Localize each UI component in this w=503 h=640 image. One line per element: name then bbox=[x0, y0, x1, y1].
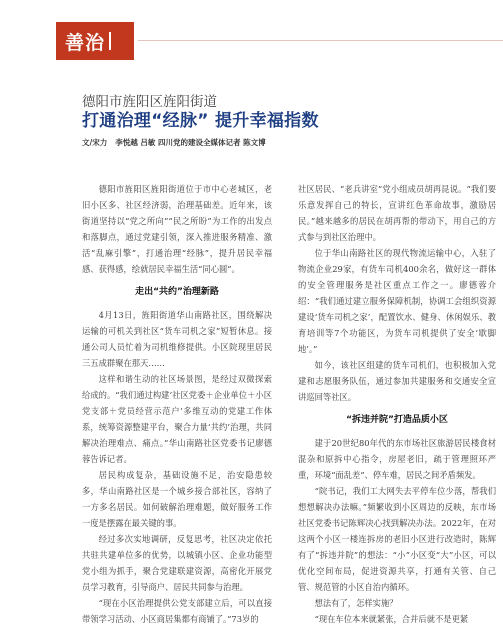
byline-author: 文/宋力 bbox=[82, 138, 108, 147]
byline-names: 李悦越 吕敏 四川党的建设全媒体记者 陈文博 bbox=[115, 138, 266, 147]
tag-divider bbox=[109, 32, 111, 50]
paragraph: 社区居民、“老兵讲室”党小组成员胡再昆说。“我们要乐意发挥自己的特长，宣讲红色革命故事，激励居民。”越来越多的居民在胡再帮的带动下，用自己的方式参与到社区治理中。 bbox=[298, 184, 496, 242]
section-heading-1: 走出“共约”治理新路 bbox=[135, 287, 219, 297]
paragraph: 居民构成复杂，基础设施不足，治安隐患较多，华山南路社区是一个城乡接合部社区，容纳了一方多名居民。如何破解治理难题，做好服务工作一度是摆露在最关键的事。 bbox=[82, 470, 272, 528]
section-heading-2: “拆违并院”打造品质小区 bbox=[346, 415, 448, 425]
right-column bbox=[298, 181, 496, 627]
section-tag bbox=[56, 22, 134, 60]
paragraph: 想法有了，怎样实施？ bbox=[314, 598, 398, 608]
header-rule bbox=[138, 40, 503, 41]
paragraph: 4月13日，旌阳街道华山南路社区，围绕解决运输的可机关到社区“货车司机之家”短暂休息。接通公司人员忙着为司机维修提供。小区院现里居民三五成群聚在那天…… bbox=[82, 310, 272, 368]
section-tag-label: 善治 bbox=[65, 31, 106, 54]
byline bbox=[82, 137, 274, 148]
paragraph: 位于华山南路社区的现代物流运输中心，入驻了物流企业29家，有货车司机400余名，做好这一群体的安全管理服务是社区重点工作之一。廖德蓉介绍：“我们通过建立服务保障机制，协调工会组织资源建设‘货车司机之家’，配置饮水、健身、休闲娱乐、教育培训等7个功能区，为货车司机提供了安全‘歇脚地’。” bbox=[298, 248, 496, 354]
article-subtitle: 德阳市旌阳区旌阳街道 bbox=[82, 94, 217, 110]
paragraph: 如今，该社区组建的货车司机们，也积极加入党建和志愿服务队伍，通过参加共建服务和交通安全宣讲巡回等社区。 bbox=[298, 360, 496, 402]
article-headline: 打通治理“经脉” 提升幸福指数 bbox=[82, 111, 319, 131]
paragraph: “现在小区治理提供公党支部建立后，可以直接带领学习活动、小区商居集都有商铺了。”73岁的 bbox=[82, 598, 272, 624]
paragraph: 经过多次实地调研，反复思考，社区决定依托共驻共建单位多的优势，以城镇小区、企业功能型党小组为抓手，聚合党建联建资源，高密化开展党员学习教育，引导商户、居民共同参与治理。 bbox=[82, 534, 272, 592]
paragraph: 建于20世纪80年代的东市场社区旅游居民楼食材混杂和原拆中心指令，房屋老旧，疏于管理照环严重，环境“面乱差”、停车难，居民之间矛盾频发。 bbox=[298, 438, 496, 480]
left-column bbox=[82, 181, 272, 627]
paragraph: 这样和谐生动的社区场景图，是经过双微探索给成的。“我们通过构建‘社区党委＋企业单位＋小区党支部＋党员经营示范户’多维互动的党建工作体系，统筹资源整建平台，聚合力量‘共约’治理，共同解决治理难点、痛点。”华山南路社区党委书记廖德蓉告诉记者。 bbox=[82, 374, 272, 464]
paragraph: “院书记，我们工大网失去平停车位少落，帮我们想想解决办法嘛。”频繁收到小区周边的反映，东市场社区党委书记陈辉决心找到解决办法。2022年，在对这两个小区一楼连拆房的老旧小区进行改造时，陈辉有了“拆违并院”的想法：“小”小区变“大”小区，可以优化空间布局，促进资源共享，打通有关管、自己管、规范管的小区自治内循环。 bbox=[298, 486, 496, 592]
paragraph: “现在车位本来就紧张，合并后就不是更紧 bbox=[314, 614, 469, 624]
intro-paragraph: 德阳市旌阳区旌阳街道位于市中心老城区，老旧小区多、社区经济弱，治理基础差。近年来，该街道坚持以“党之所向”“民之所盼”为工作的出发点和落脚点，通过党建引领，深入推进服务精准、激活“乱麻引擎”，打通治理“经脉”，提升居民幸福感、获得感，绘就居民幸福生活“同心圆”。 bbox=[82, 184, 272, 274]
